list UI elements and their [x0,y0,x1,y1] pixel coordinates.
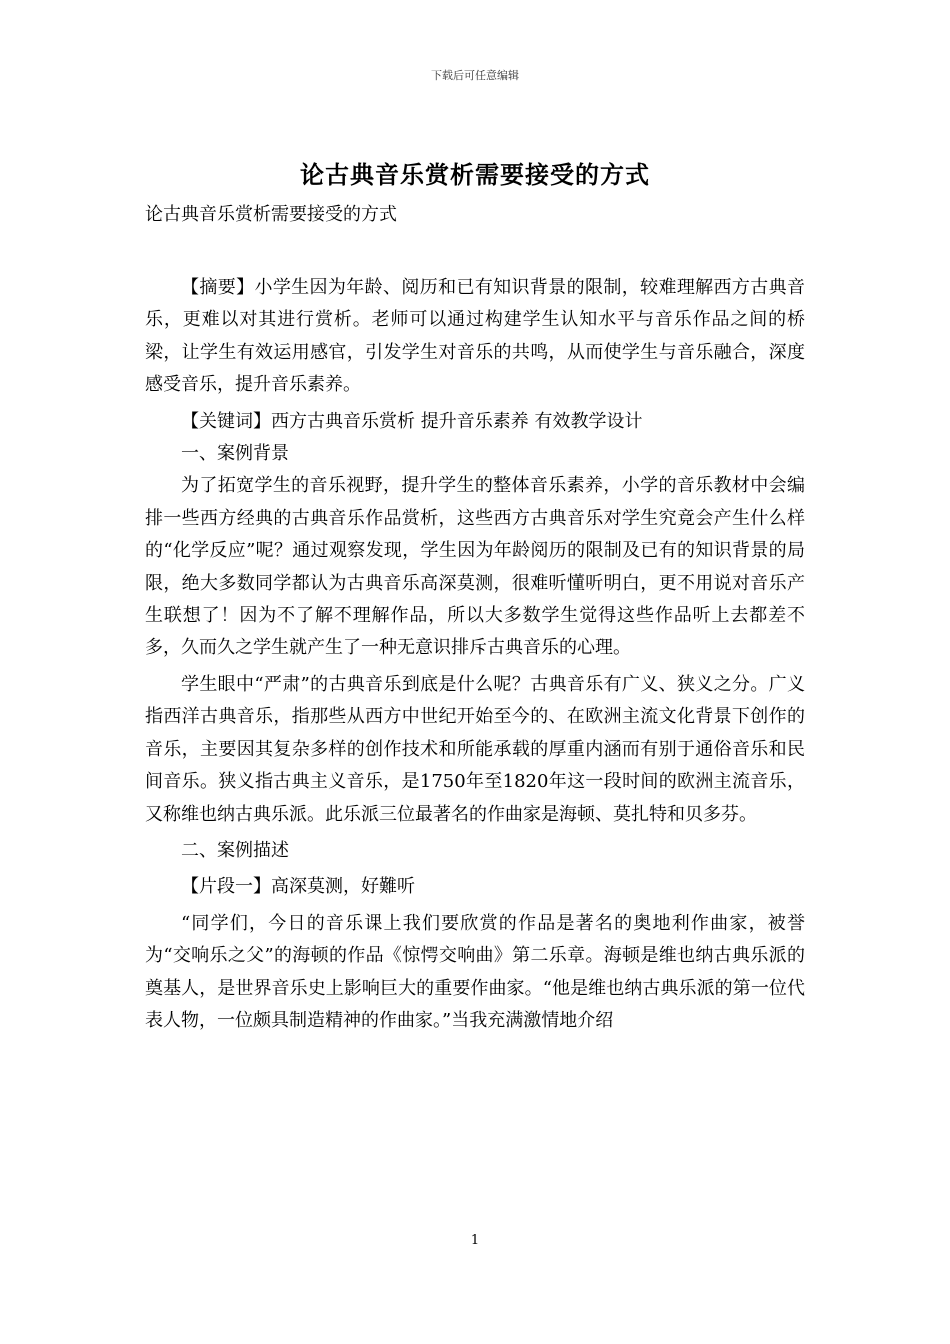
document-subtitle: 论古典音乐赏析需要接受的方式 [145,204,397,225]
fragment-one-heading: 【片段一】高深莫测，好難听 [181,876,415,898]
document-body [145,272,805,1037]
fragment-one-paragraph: “同学们，今日的音乐课上我们要欣赏的作品是著名的奥地利作曲家，被誉为“交响乐之父”的海顿的作品《惊愕交响曲》第二乐章。海顿是维也纳古典乐派的奠基人，是世界音乐史上影响巨大的重要作曲家。“他是维也纳古典乐派的第一位代表人物，一位颇具制造精神的作曲家。”当我充满激情地介绍 [145,912,805,1031]
classical-definition-paragraph: 学生眼中“严肃”的古典音乐到底是什么呢？古典音乐有广义、狭义之分。广义指西洋古典音乐，指那些从西方中世纪开始至今的、在欧洲主流文化背景下创作的音乐，主要因其复杂多样的创作技术和所能承载的厚重内涵而有别于通俗音乐和民间音乐。狭义指古典主义音乐，是1750年至1820年这一段时间的欧洲主流音乐，又称维也纳古典乐派。此乐派三位最著名的作曲家是海顿、莫扎特和贝多芬。 [145,673,805,825]
document-title: 论古典音乐赏析需要接受的方式 [300,160,650,189]
header-note: 下载后可任意编辑 [431,69,519,82]
section-heading-background: 一、案例背景 [181,443,289,465]
abstract-paragraph: 【摘要】小学生因为年龄、阅历和已有知识背景的限制，较难理解西方古典音乐，更难以对其进行赏析。老师可以通过构建学生认知水平与音乐作品之间的桥梁，让学生有效运用感官，引发学生对音乐的共鸣，从而使学生与音乐融合，深度感受音乐，提升音乐素养。 [145,277,805,396]
background-paragraph: 为了拓宽学生的音乐视野，提升学生的整体音乐素养，小学的音乐教材中会编排一些西方经典的古典音乐作品赏析，这些西方古典音乐对学生究竟会产生什么样的“化学反应”呢？通过观察发现，学生因为年龄阅历的限制及已有的知识背景的局限，绝大多数同学都认为古典音乐高深莫测，很难听懂听明白，更不用说对音乐产生联想了！因为不了解不理解作品，所以大多数学生觉得这些作品听上去都差不多，久而久之学生就产生了一种无意识排斥古典音乐的心理。 [145,475,805,659]
page-number: 1 [470,1233,480,1248]
section-heading-description: 二、案例描述 [181,839,289,861]
keywords-paragraph: 【关键词】西方古典音乐赏析 提升音乐素养 有效教学设计 [181,410,643,432]
